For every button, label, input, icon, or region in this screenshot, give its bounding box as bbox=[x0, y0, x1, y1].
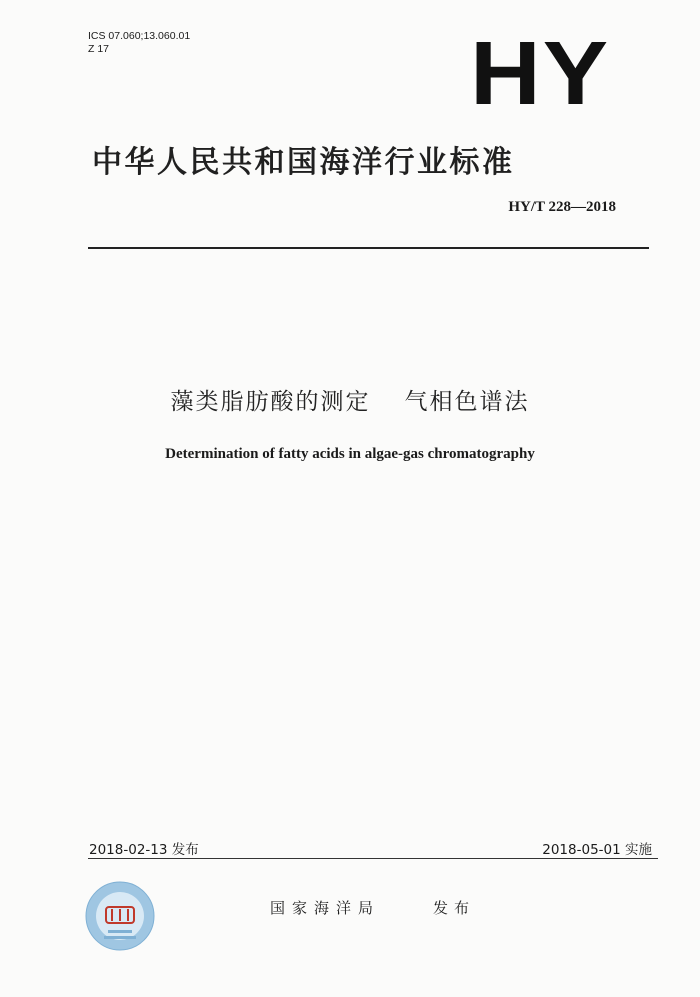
footer-divider bbox=[88, 858, 658, 859]
implementation-date: 2018-05-01 实施 bbox=[542, 842, 652, 858]
document-title-en: Determination of fatty acids in algae-gas chromatography bbox=[165, 446, 535, 462]
standard-category-title: 中华人民共和国海洋行业标准 bbox=[92, 145, 515, 180]
ics-code: ICS 07.060;13.060.01 bbox=[88, 30, 191, 42]
standard-code: HY/T 228—2018 bbox=[508, 199, 616, 215]
hy-logo: HY bbox=[470, 22, 611, 124]
issue-date: 2018-02-13 发布 bbox=[89, 842, 199, 858]
header-divider bbox=[88, 247, 649, 249]
document-title-cn bbox=[0, 383, 700, 416]
title-method: 气相色谱法 bbox=[404, 389, 530, 415]
anti-counterfeit-seal-icon bbox=[84, 880, 156, 952]
title-main: 藻类脂肪酸的测定 bbox=[170, 389, 371, 415]
ccs-code: Z 17 bbox=[88, 43, 110, 55]
publish-label: 发布 bbox=[433, 899, 476, 917]
publisher-name: 国家海洋局 bbox=[270, 899, 381, 917]
classification-codes bbox=[88, 30, 190, 56]
